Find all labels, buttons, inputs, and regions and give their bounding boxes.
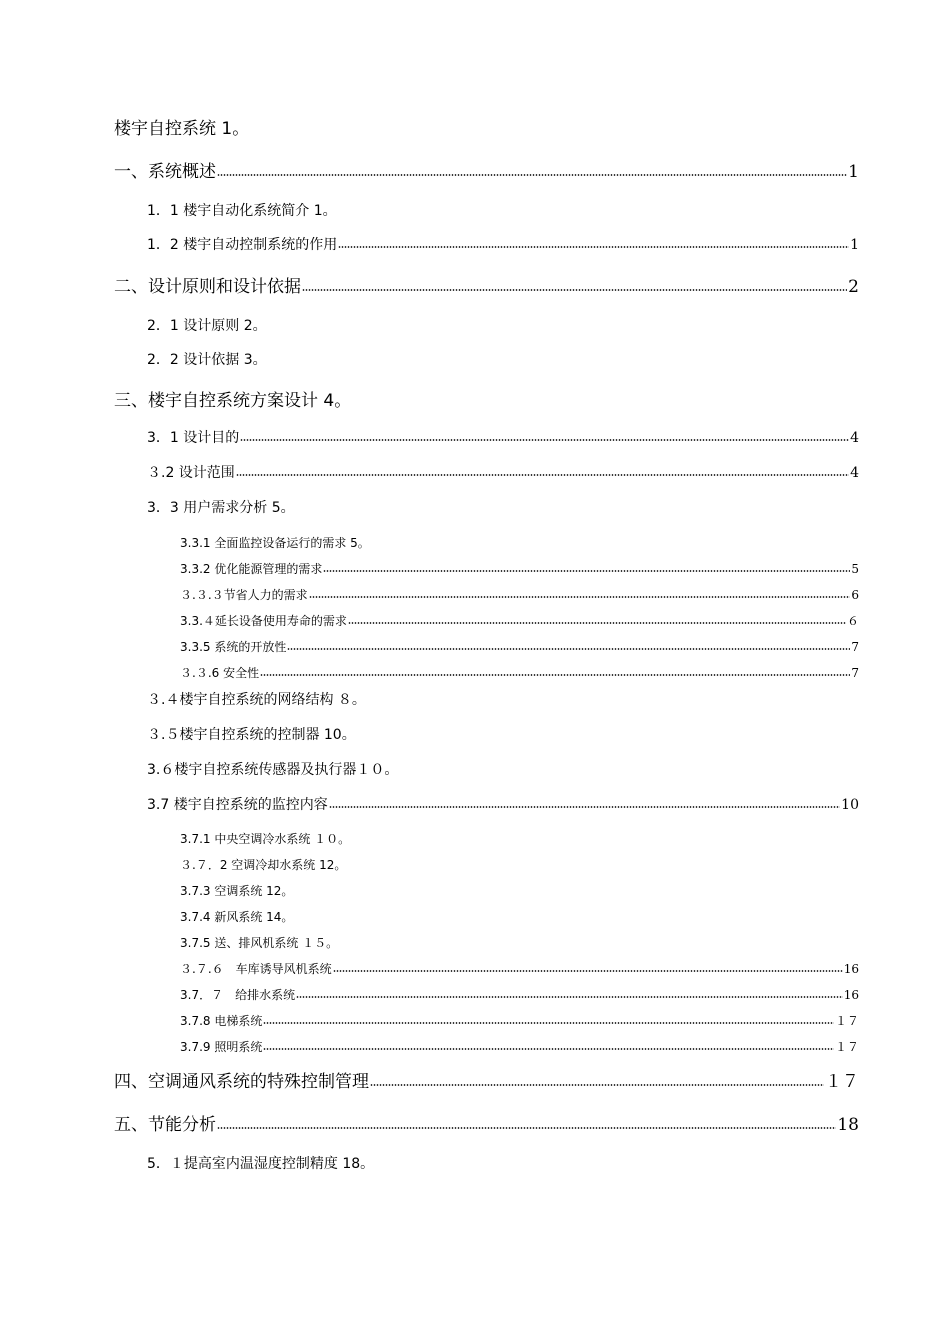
toc-entry-label: 3．1 设计目的 — [147, 430, 240, 446]
dot-leader — [260, 674, 850, 676]
toc-entry-3-3-5[interactable] — [180, 638, 859, 655]
toc-entry-chapter-2[interactable] — [114, 272, 859, 297]
dot-leader — [302, 289, 847, 291]
toc-entry-3-4[interactable]: ３.４楼宇自控系统的网络结构 ８。 — [147, 692, 366, 708]
toc-entry-label: 二、设计原则和设计依据 — [114, 277, 301, 297]
toc-entry-label: ３.３.6 安全性 — [180, 666, 260, 680]
dot-leader — [338, 246, 849, 248]
toc-entry-chapter-1[interactable] — [114, 157, 859, 182]
toc-entry-3-7-3[interactable]: 3.7.3 空调系统 12。 — [180, 884, 294, 898]
toc-page-number: 1 — [848, 162, 859, 182]
toc-page-number: 18 — [837, 1115, 859, 1135]
toc-entry-3-7-8[interactable] — [180, 1012, 859, 1029]
toc-entry-label: 1．2 楼宇自动控制系统的作用 — [147, 237, 338, 253]
toc-entry-3-7-9[interactable] — [180, 1038, 859, 1055]
toc-page-number: 2 — [848, 277, 859, 297]
toc-entry-label: ３.2 设计范围 — [147, 465, 235, 481]
dot-leader — [296, 996, 843, 998]
toc-page-number: 1 — [850, 237, 859, 253]
toc-entry-chapter-4[interactable] — [114, 1067, 859, 1092]
toc-page-number: 5 — [851, 562, 859, 576]
toc-entry-label: ３.７.６ 车库诱导风机系统 — [180, 962, 332, 976]
toc-entry-label: 3.3.４延长设备使用寿命的需求 — [180, 614, 347, 628]
dot-leader — [263, 1022, 834, 1024]
dot-leader — [236, 474, 849, 476]
dot-leader — [323, 570, 850, 572]
dot-leader — [217, 1127, 836, 1129]
toc-page-number: １７ — [834, 1014, 859, 1028]
toc-page-number: 16 — [843, 988, 859, 1002]
toc-entry-1-2[interactable] — [147, 234, 859, 254]
toc-title: 楼宇自控系统 1。 — [114, 119, 250, 139]
toc-page-number: 4 — [850, 430, 859, 446]
dot-leader — [217, 174, 847, 176]
toc-page-number: 10 — [841, 797, 859, 813]
toc-entry-3-3-6[interactable] — [180, 664, 859, 681]
toc-entry-3-5[interactable]: ３.５楼宇自控系统的控制器 10。 — [147, 727, 356, 743]
toc-entry-label: 3.7．７ 给排水系统 — [180, 988, 296, 1002]
toc-page-number: 6 — [851, 588, 859, 602]
toc-entry-3-3-2[interactable] — [180, 560, 859, 577]
dot-leader — [309, 596, 851, 598]
toc-entry-3-2[interactable] — [147, 462, 859, 482]
toc-entry-1-1[interactable]: 1．1 楼宇自动化系统简介 1。 — [147, 203, 337, 219]
toc-entry-3-6[interactable]: 3.６楼宇自控系统传感器及执行器１０。 — [147, 762, 399, 778]
toc-entry-chapter-3[interactable]: 三、楼宇自控系统方案设计 4。 — [114, 391, 352, 411]
toc-entry-3-7-1[interactable]: 3.7.1 中央空调冷水系统 １０。 — [180, 832, 351, 846]
toc-entry-2-2[interactable]: 2．2 设计依据 3。 — [147, 352, 267, 368]
dot-leader — [333, 970, 843, 972]
toc-entry-3-7-4[interactable]: 3.7.4 新风系统 14。 — [180, 910, 294, 924]
toc-entry-label: 3.3.5 系统的开放性 — [180, 640, 287, 654]
toc-entry-label: 3.7.9 照明系统 — [180, 1040, 263, 1054]
toc-entry-3-7-5[interactable]: 3.7.5 送、排风机系统 １５。 — [180, 936, 339, 950]
toc-entry-5-1[interactable]: 5．１提高室内温湿度控制精度 18。 — [147, 1156, 375, 1172]
dot-leader — [263, 1048, 834, 1050]
toc-entry-3-7-6[interactable] — [180, 960, 859, 977]
toc-entry-label: 四、空调通风系统的特殊控制管理 — [114, 1072, 369, 1092]
toc-entry-label: 3.7 楼宇自控系统的监控内容 — [147, 797, 328, 813]
toc-entry-label: 五、节能分析 — [114, 1115, 216, 1135]
toc-entry-3-1[interactable] — [147, 427, 859, 447]
toc-entry-2-1[interactable]: 2．1 设计原则 2。 — [147, 318, 267, 334]
toc-entry-3-3-1[interactable]: 3.3.1 全面监控设备运行的需求 5。 — [180, 536, 370, 550]
toc-page-number: 7 — [851, 640, 859, 654]
toc-page-number: ６ — [846, 614, 859, 628]
dot-leader — [240, 439, 849, 441]
toc-entry-label: 3.3.2 优化能源管理的需求 — [180, 562, 323, 576]
toc-page-number: 16 — [843, 962, 859, 976]
dot-leader — [329, 806, 840, 808]
dot-leader — [287, 648, 850, 650]
toc-entry-3-7[interactable] — [147, 794, 859, 814]
toc-entry-label: 一、系统概述 — [114, 162, 216, 182]
toc-entry-3-3-4[interactable] — [180, 612, 859, 629]
toc-entry-label: 3.7.8 电梯系统 — [180, 1014, 263, 1028]
toc-entry-3-7-2[interactable]: ３.７．2 空调冷却水系统 12。 — [180, 858, 347, 872]
toc-entry-3-3[interactable]: 3．3 用户需求分析 5。 — [147, 500, 295, 516]
toc-entry-label: ３.３.３节省人力的需求 — [180, 588, 308, 602]
dot-leader — [348, 622, 846, 624]
toc-page-number: 7 — [851, 666, 859, 680]
toc-entry-chapter-5[interactable] — [114, 1110, 859, 1135]
toc-entry-3-3-3[interactable] — [180, 586, 859, 603]
toc-page-number: １７ — [834, 1040, 859, 1054]
toc-page-number: 4 — [850, 465, 859, 481]
toc-entry-3-7-7[interactable] — [180, 986, 859, 1003]
toc-page-number: １７ — [825, 1072, 859, 1092]
dot-leader — [370, 1084, 824, 1086]
